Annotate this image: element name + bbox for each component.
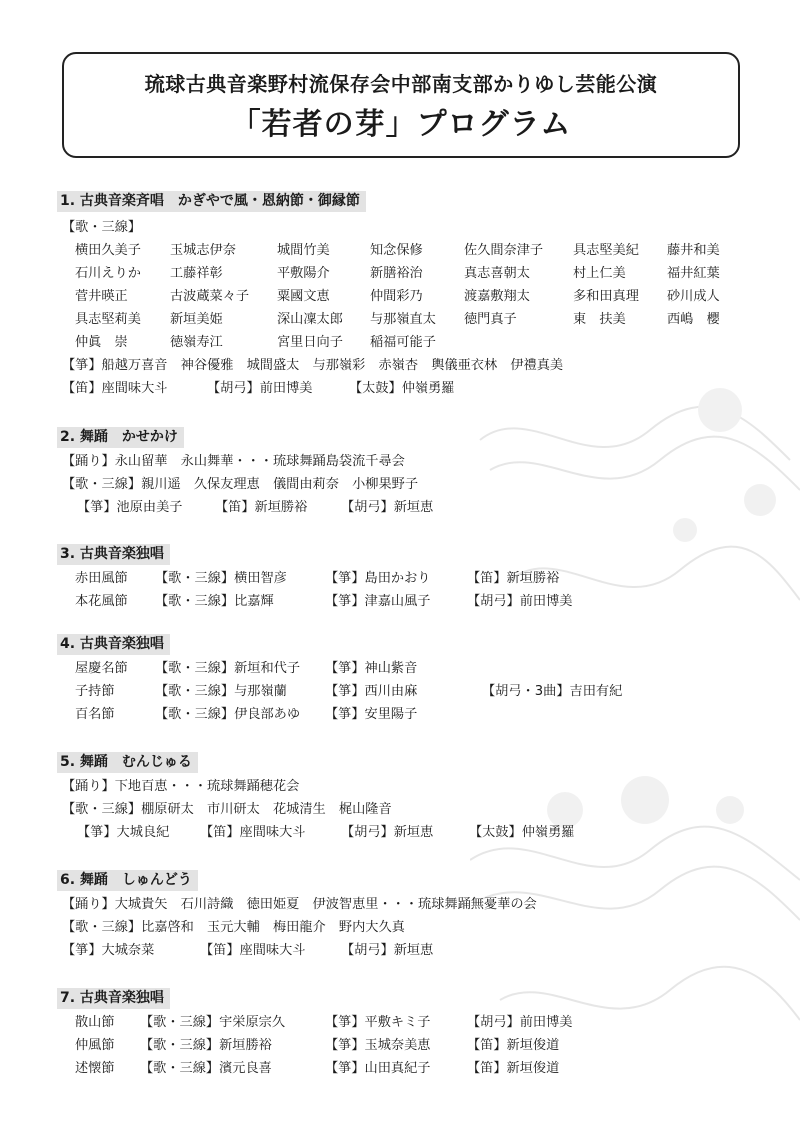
section-heading: 1. 古典音楽斉唱 かぎやで風・恩納節・御縁節 [57,191,366,212]
performer: 与那嶺直太 [370,312,436,327]
singer-credit: 【歌・三線】比嘉輝 [155,594,274,609]
section-3 [57,543,757,613]
fue-credit: 【笛】座間味大斗 [200,943,306,958]
fue-credit: 【笛】座間味大斗 [62,381,168,396]
performer: 稲福可能子 [370,335,436,350]
singer-credit: 【歌・三線】新垣和代子 [155,661,301,676]
song-title: 赤田風節 [75,571,128,586]
performer: 具志堅美紀 [573,243,639,258]
koto-credit: 【箏】池原由美子 [77,500,183,515]
song-title: 仲風節 [75,1038,115,1053]
singer-row [57,308,757,331]
section-5 [57,751,757,844]
singer-row [57,262,757,285]
program-title: 「若者の芽」プログラム [230,107,572,142]
performer: 徳門真子 [464,312,517,327]
singer-credit: 【歌・三線】与那嶺蘭 [155,684,287,699]
performer: 藤井和美 [667,243,720,258]
taiko-credit: 【太鼓】仲嶺勇羅 [349,381,455,396]
song-title: 屋慶名節 [75,661,128,676]
performer: 真志喜朝太 [464,266,530,281]
koto-credit: 【箏】島田かおり [325,571,431,586]
koto-credit: 【箏】大城奈菜 [62,943,155,958]
singer-row [57,285,757,308]
accompanist-credit: 【胡弓・3曲】吉田有紀 [482,684,623,699]
solo-row [57,1057,757,1080]
kokyu-credit: 【胡弓】新垣恵 [341,825,434,840]
koto-credit: 【箏】神山紫音 [325,661,418,676]
performer: 徳嶺寿江 [170,335,223,350]
koto-credit: 【箏】安里陽子 [325,707,418,722]
solo-row [57,1011,757,1034]
kokyu-credit: 【胡弓】新垣恵 [341,943,434,958]
singer-line: 【歌・三線】棚原研太 市川研太 花城清生 梶山隆音 [62,802,392,817]
koto-credit: 【箏】玉城奈美恵 [325,1038,431,1053]
section-7 [57,987,757,1080]
role-label: 【歌・三線】 [62,220,142,235]
song-title: 散山節 [75,1015,115,1030]
song-title: 子持節 [75,684,115,699]
performer: 粟國文恵 [277,289,330,304]
accompanist-credit: 【笛】新垣俊道 [467,1038,560,1053]
section-heading: 5. 舞踊 むんじゅる [57,752,198,773]
section-heading: 3. 古典音楽独唱 [57,544,170,565]
performer: 佐久間奈津子 [464,243,544,258]
singer-credit: 【歌・三線】伊良部あゆ [155,707,301,722]
performer: 西嶋 櫻 [667,312,720,327]
section-1 [57,190,757,400]
performer: 多和田真理 [573,289,639,304]
solo-row [57,703,757,726]
performer: 平敷陽介 [277,266,330,281]
singer-credit: 【歌・三線】濱元良喜 [140,1061,272,1076]
koto-credit: 【箏】西川由麻 [325,684,418,699]
section-heading: 2. 舞踊 かせかけ [57,427,184,448]
dancer-line: 【踊り】下地百恵・・・琉球舞踊穂花会 [62,779,300,794]
singer-credit: 【歌・三線】横田智彦 [155,571,287,586]
performer: 知念保修 [370,243,423,258]
singer-line: 【歌・三線】親川遥 久保友理恵 儀間由莉奈 小柳果野子 [62,477,419,492]
solo-row [57,680,757,703]
singer-row [57,239,757,262]
performer: 村上仁美 [573,266,626,281]
performer: 工藤祥彰 [170,266,223,281]
accompanist-credit: 【笛】新垣勝裕 [467,571,560,586]
accompanist-credit: 【笛】新垣俊道 [467,1061,560,1076]
song-title: 百名節 [75,707,115,722]
taiko-credit: 【太鼓】仲嶺勇羅 [469,825,575,840]
performer: 新膳裕治 [370,266,423,281]
performer: 玉城志伊奈 [170,243,236,258]
performer: 深山凜太郎 [277,312,343,327]
performer: 古波蔵菜々子 [170,289,250,304]
dancer-line: 【踊り】大城貴矢 石川詩織 徳田姫夏 伊波智恵里・・・琉球舞踊無憂華の会 [62,897,537,912]
section-heading: 7. 古典音楽独唱 [57,988,170,1009]
song-title: 述懐節 [75,1061,115,1076]
solo-row [57,1034,757,1057]
performer: 宮里日向子 [277,335,343,350]
singer-credit: 【歌・三線】新垣勝裕 [140,1038,272,1053]
dancer-line: 【踊り】永山留華 永山舞華・・・琉球舞踊島袋流千尋会 [62,454,405,469]
fue-credit: 【笛】座間味大斗 [200,825,306,840]
section-heading: 6. 舞踊 しゅんどう [57,870,198,891]
performer: 仲間彩乃 [370,289,423,304]
solo-row [57,567,757,590]
koto-credit: 【箏】大城良紀 [77,825,170,840]
performer: 渡嘉敷翔太 [464,289,530,304]
solo-row [57,657,757,680]
singer-row [57,331,757,354]
section-6 [57,869,757,962]
performer: 横田久美子 [75,243,141,258]
performer: 具志堅莉美 [75,312,141,327]
section-2 [57,426,757,519]
event-title: 琉球古典音楽野村流保存会中部南支部かりゆし芸能公演 [144,72,658,96]
performer: 福井紅葉 [667,266,720,281]
koto-credit: 【箏】津嘉山風子 [325,594,431,609]
performer: 新垣美姫 [170,312,223,327]
solo-row [57,590,757,613]
fue-credit: 【笛】新垣勝裕 [215,500,308,515]
performer: 仲眞 崇 [75,335,128,350]
koto-line: 【箏】船越万喜音 神谷優雅 城間盛太 与那嶺彩 赤嶺杏 輿儀亜衣林 伊禮真美 [62,358,564,373]
kokyu-credit: 【胡弓】前田博美 [207,381,313,396]
singer-credit: 【歌・三線】宇栄原宗久 [140,1015,286,1030]
performer: 砂川成人 [667,289,720,304]
accompanist-credit: 【胡弓】前田博美 [467,594,573,609]
singer-line: 【歌・三線】比嘉啓和 玉元大輔 梅田龍介 野内大久真 [62,920,405,935]
performer: 城間竹美 [277,243,330,258]
accompanist-credit: 【胡弓】前田博美 [467,1015,573,1030]
title-box [62,52,740,158]
performer: 東 扶美 [573,312,626,327]
performer: 石川えりか [75,266,141,281]
koto-credit: 【箏】山田真紀子 [325,1061,431,1076]
section-4 [57,633,757,726]
koto-credit: 【箏】平敷キミ子 [325,1015,431,1030]
song-title: 本花風節 [75,594,128,609]
performer: 菅井暎正 [75,289,128,304]
kokyu-credit: 【胡弓】新垣恵 [341,500,434,515]
section-heading: 4. 古典音楽独唱 [57,634,170,655]
